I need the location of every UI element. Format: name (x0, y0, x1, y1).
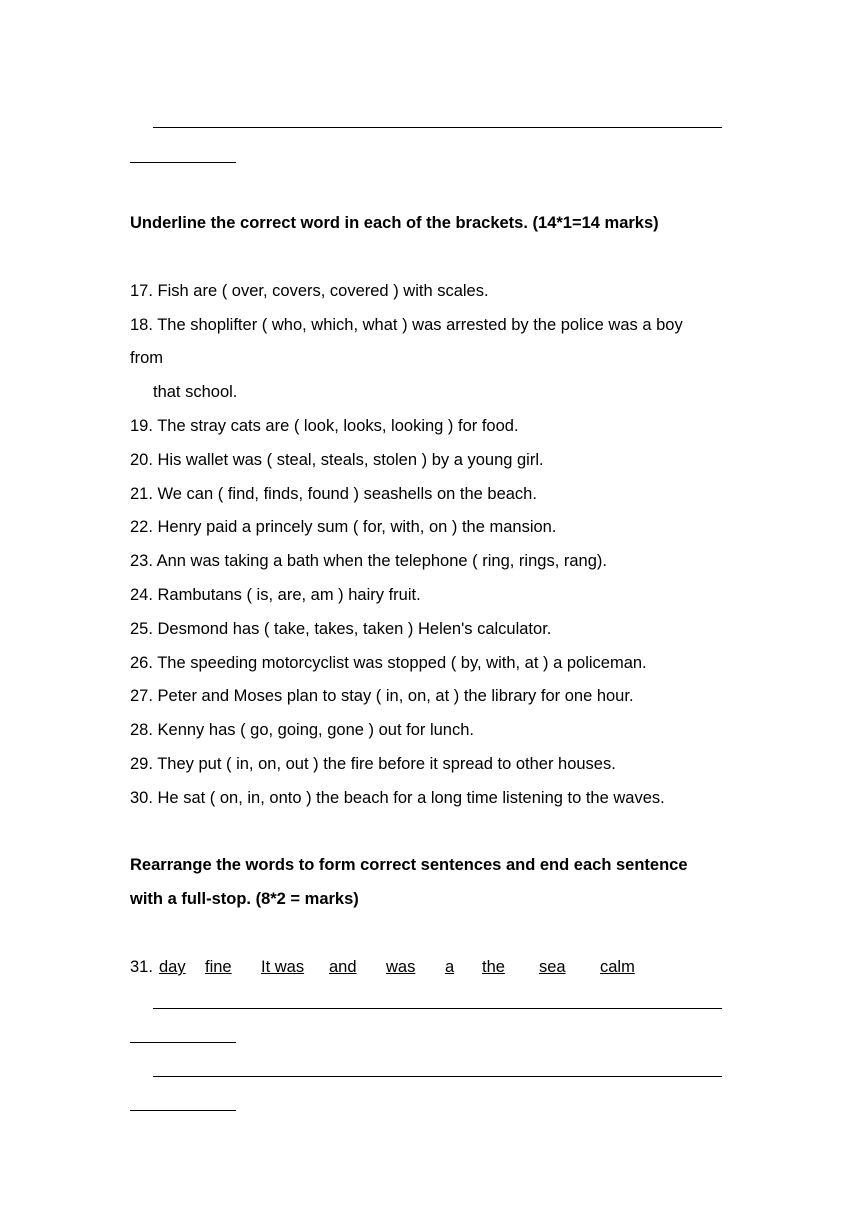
scrambled-word: sea (539, 958, 566, 976)
section-heading: Underline the correct word in each of the brackets. (14*1=14 marks) (130, 214, 659, 232)
answer-line[interactable] (153, 1076, 722, 1077)
question-17: 17. Fish are ( over, covers, covered ) with scales. (130, 282, 489, 300)
scrambled-word: It was (261, 958, 305, 976)
answer-line[interactable] (153, 1008, 722, 1009)
answer-line-continuation (130, 1110, 236, 1111)
answer-line-continuation (130, 162, 236, 163)
question-21: 21. We can ( find, finds, found ) seashells on the beach. (130, 485, 537, 503)
answer-line-continuation (130, 1042, 236, 1043)
scrambled-word: a (445, 958, 455, 976)
question-19: 19. The stray cats are ( look, looks, looking ) for food. (130, 417, 519, 435)
question-18-cont: that school. (153, 383, 238, 401)
question-20: 20. His wallet was ( steal, steals, stolen ) by a young girl. (130, 451, 544, 469)
question-25: 25. Desmond has ( take, takes, taken ) Helen's calculator. (130, 620, 552, 638)
scrambled-word: the (482, 958, 505, 976)
question-30: 30. He sat ( on, in, onto ) the beach for a long time listening to the waves. (130, 789, 665, 807)
question-26: 26. The speeding motorcyclist was stopped ( by, with, at ) a policeman. (130, 654, 647, 672)
section-heading: Rearrange the words to form correct sentences and end each sentence (130, 856, 688, 874)
scrambled-word: was (386, 958, 416, 976)
question-22: 22. Henry paid a princely sum ( for, with, on ) the mansion. (130, 518, 557, 536)
scrambled-word: fine (205, 958, 232, 976)
question-31-number: 31. (130, 958, 153, 976)
question-29: 29. They put ( in, on, out ) the fire before it spread to other houses. (130, 755, 616, 773)
scrambled-word: day (159, 958, 186, 976)
question-27: 27. Peter and Moses plan to stay ( in, on, at ) the library for one hour. (130, 687, 634, 705)
scrambled-word: and (329, 958, 357, 976)
question-23: 23. Ann was taking a bath when the telephone ( ring, rings, rang). (130, 552, 607, 570)
section-heading-cont: with a full-stop. (8*2 = marks) (130, 890, 359, 908)
question-28: 28. Kenny has ( go, going, gone ) out for lunch. (130, 721, 474, 739)
answer-line (153, 127, 722, 128)
question-18: 18. The shoplifter ( who, which, what ) was arrested by the police was a boy (130, 316, 683, 334)
scrambled-word: calm (600, 958, 635, 976)
question-24: 24. Rambutans ( is, are, am ) hairy fruit. (130, 586, 421, 604)
question-18-wrap: from (130, 349, 163, 367)
